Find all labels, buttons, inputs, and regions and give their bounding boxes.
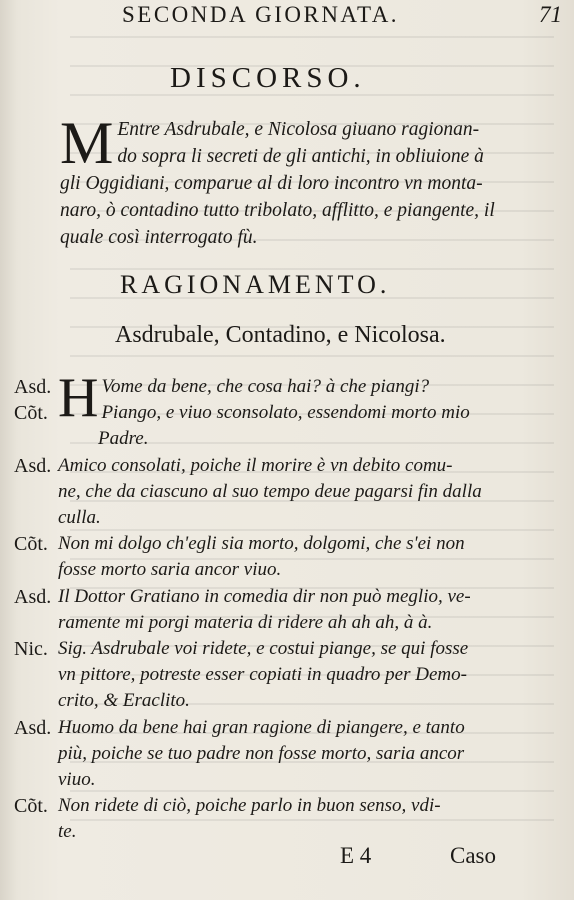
dialogue-turn bbox=[0, 531, 574, 583]
signature-mark: E 4 bbox=[340, 843, 372, 868]
intro-line: do sopra li secreti de gli antichi, in obliuione à bbox=[117, 146, 484, 167]
speech-line: Non ridete di ciò, poiche parlo in buon senso, vdi- bbox=[58, 795, 441, 817]
intro-line: gli Oggidiani, comparue al di loro incontro vn monta- bbox=[60, 173, 483, 194]
intro-line: Entre Asdrubale, e Nicolosa giuano ragionan- bbox=[117, 119, 480, 140]
speakers-line: Asdrubale, Contadino, e Nicolosa. bbox=[115, 322, 446, 348]
intro-line: naro, ò contadino tutto tribolato, afflitto, e piangente, il bbox=[60, 200, 495, 221]
speech-line: Amico consolati, poiche il morire è vn debito comu- bbox=[58, 454, 453, 476]
catchword: Caso bbox=[450, 843, 496, 868]
speech bbox=[58, 453, 538, 532]
speech bbox=[58, 400, 574, 452]
intro-line: quale così interrogato fù. bbox=[60, 227, 258, 248]
dialogue bbox=[0, 367, 574, 846]
speech-line: Huomo da bene hai gran ragione di piangere, e tanto bbox=[58, 716, 465, 738]
drop-cap: H bbox=[58, 367, 99, 429]
dialogue-turn bbox=[0, 400, 574, 452]
dialogue-turn bbox=[0, 793, 574, 845]
speech bbox=[58, 584, 538, 636]
speech-line: ne, che da ciascuno al suo tempo deue pagarsi fin dalla bbox=[58, 480, 482, 502]
dialogue-turn bbox=[0, 584, 574, 636]
speech-line: Il Dottor Gratiano in comedia dir non può meglio, ve- bbox=[58, 585, 471, 607]
speech-line: culla. bbox=[58, 507, 101, 529]
dialogue-title: RAGIONAMENTO. bbox=[120, 270, 391, 299]
speech-line: Vome da bene, che cosa hai? à che piangi? bbox=[101, 376, 430, 397]
speech-line: vn pittore, potreste esser copiati in quadro per Demo- bbox=[58, 664, 467, 686]
speech-line: Padre. bbox=[98, 428, 149, 450]
running-head: SECONDA GIORNATA. bbox=[122, 2, 400, 27]
drop-cap: M bbox=[60, 110, 114, 176]
speech-line: più, poiche se tuo padre non fosse morto, saria ancor bbox=[58, 742, 465, 764]
page-header bbox=[122, 2, 562, 32]
speech-line: Piango, e viuo sconsolato, essendomi morto mio bbox=[101, 402, 470, 424]
dialogue-turn bbox=[0, 715, 574, 794]
speech bbox=[58, 793, 538, 845]
speech-line: Non mi dolgo ch'egli sia morto, dolgomi, che s'ei non bbox=[58, 533, 465, 555]
speaker-label: Asd. bbox=[14, 716, 52, 739]
section-title: DISCORSO. bbox=[170, 62, 366, 94]
speech-line: fosse morto saria ancor viuo. bbox=[58, 559, 282, 581]
intro-paragraph bbox=[60, 110, 530, 251]
speech bbox=[58, 715, 538, 794]
speaker-label: Cõt. bbox=[14, 795, 48, 818]
speech-line: crito, & Eraclito. bbox=[58, 690, 190, 712]
speech-line: te. bbox=[58, 821, 77, 843]
page-number: 71 bbox=[539, 2, 562, 27]
speaker-label: Cõt. bbox=[14, 402, 48, 425]
speaker-label: Nic. bbox=[14, 638, 48, 661]
speaker-label: Asd. bbox=[14, 376, 52, 398]
dialogue-turn bbox=[0, 636, 574, 715]
speech-line: viuo. bbox=[58, 769, 96, 791]
speaker-label: Asd. bbox=[14, 454, 52, 477]
speech-line: ramente mi porgi materia di ridere ah ah ah, à à. bbox=[58, 611, 433, 633]
speech-line: Sig. Asdrubale voi ridete, e costui piange, se qui fosse bbox=[58, 638, 469, 660]
speaker-label: Cõt. bbox=[14, 533, 48, 556]
dialogue-turn bbox=[0, 453, 574, 532]
speaker-label: Asd. bbox=[14, 585, 52, 608]
speech bbox=[58, 531, 538, 583]
speech bbox=[58, 636, 538, 715]
